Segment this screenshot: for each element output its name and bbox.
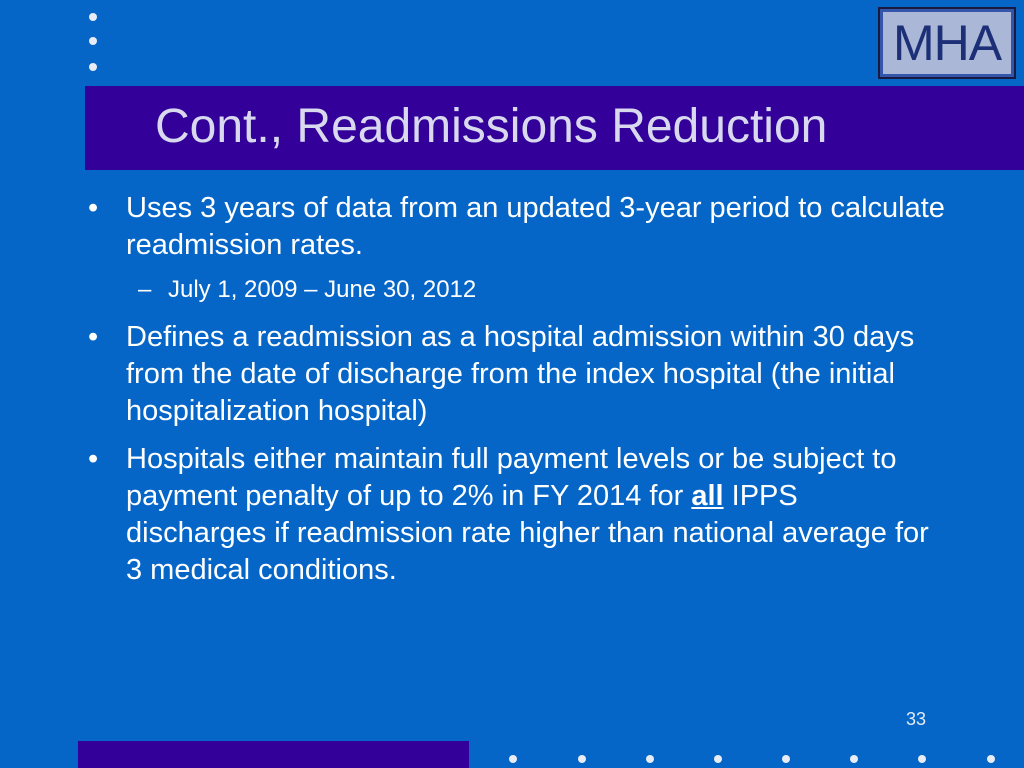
bullet-marker: • — [88, 192, 99, 224]
decorative-dot — [89, 63, 97, 71]
bullet-list — [86, 190, 946, 600]
decorative-dot — [578, 755, 586, 763]
bullet-text: Uses 3 years of data from an updated 3-year period to calculate readmission rates. — [126, 192, 945, 261]
slide-title: Cont., Readmissions Reduction — [155, 100, 828, 153]
bullet-marker: • — [88, 321, 99, 353]
bullet-item — [86, 441, 946, 589]
sub-bullet-marker: – — [138, 276, 152, 303]
bullet-text-after: IPPS discharges if readmission rate higher than national average for 3 medical conditions. — [126, 480, 929, 586]
decorative-dot — [89, 13, 97, 21]
sub-bullet-text: July 1, 2009 – June 30, 2012 — [168, 276, 477, 303]
bullet-text-before: Hospitals either maintain full payment levels or be subject to payment penalty of up to 2% in FY 2014 for — [126, 443, 897, 512]
bullet-item — [86, 190, 946, 264]
logo-text: MHA — [892, 15, 1002, 71]
bottom-bar — [78, 741, 469, 768]
logo-panel — [883, 12, 1011, 74]
slide-number: 33 — [906, 709, 927, 729]
bullet-emphasis: all — [691, 480, 724, 512]
decorative-dot — [646, 755, 654, 763]
decorative-dot — [918, 755, 926, 763]
decorative-dot — [987, 755, 995, 763]
decorative-dot — [850, 755, 858, 763]
decorative-dot — [714, 755, 722, 763]
decorative-dot — [509, 755, 517, 763]
bullet-marker: • — [88, 443, 99, 475]
decorative-dot — [782, 755, 790, 763]
bullet-item — [86, 319, 946, 430]
mha-logo — [878, 7, 1016, 79]
sub-bullet-item — [86, 275, 946, 305]
bullet-text: Defines a readmission as a hospital admission within 30 days from the date of discharge from the index hospital (the initial hospitalization hospital) — [126, 321, 915, 427]
decorative-dot — [89, 37, 97, 45]
